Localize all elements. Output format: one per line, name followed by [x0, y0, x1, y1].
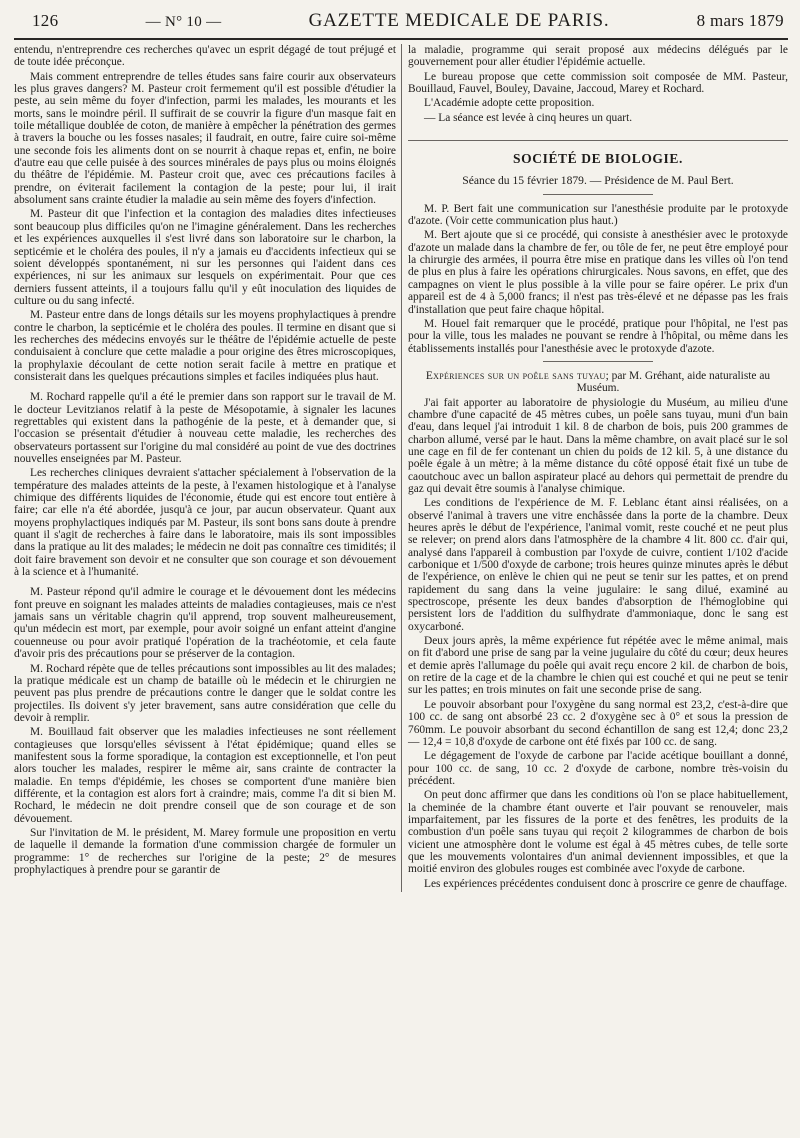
session-line: Séance du 15 février 1879. — Présidence de M. Paul Bert. [462, 174, 734, 188]
paragraph: M. P. Bert fait une communication sur l'anesthésie produite par le protoxyde d'azote. (Voir cette communication plus haut.) [408, 202, 788, 228]
paragraph: M. Pasteur entre dans de longs détails sur les moyens prophylactiques à prendre contre le charbon, la septicémie et le choléra des poules. Il termine en disant que si les recherches des médecins envoyés sur le théâtre de l'épidémie actuelle de peste conduisaient à conclure que cette maladie a pour origine des êtres microscopiques, la prophylaxie découlant de cette notion serait facile à mettre en pratique et consisterait dans les quelques précautions simples et faciles indiquées plus haut. [14, 309, 396, 383]
paragraph: Le bureau propose que cette commission soit composée de MM. Pasteur, Bouillaud, Fauvel, Bouley, Davaine, Jaccoud, Marey et Rochard. [408, 70, 788, 96]
paragraph: M. Bouillaud fait observer que les maladies infectieuses ne sont réellement contagieuses que lorsqu'elles sévissent à l'état épidémique; quand elles se manifestent sous la forme sporadique, la contagion est exceptionnelle, et l'on peut alors toucher les malades, respirer le même air, sans crainte de contracter la maladie. En temps d'épidémie, les choses se comportent d'une manière bien différente, et la contagion est alors fort à craindre; mais, comme l'a dit si bien M. Rochard, le médecin ne doit prendre conseil que de son courage et de son dévouement. [14, 726, 396, 825]
paragraph: Mais comment entreprendre de telles études sans faire courir aux observateurs les plus graves dangers? M. Pasteur croit fermement qu'il est possible d'étudier la peste, au sein même du foyer d'infection, parmi les malades, les mourants et les morts, sans le moindre péril. Il suffirait de se couvrir la figure d'un masque fait en toile métallique doublée de coton, de manière à empêcher la pénétration des germes à travers la bouche ou les fosses nasales; il faudrait, en outre, faire cuire soi-même une seconde fois les aliments dont on se nourrit à chaque repas et, enfin, ne boire d'autre eau que celle puisée à des sources minérales de pays plus ou moins éloignés du théâtre de l'épidémie. M. Pasteur croit que, avec ces précautions faciles à prendre, on éviterait facilement la contagion de la peste; pour lui, il irait absolument sans crainte étudier la maladie au sein même des foyers d'infection. [14, 70, 396, 207]
paragraph: entendu, n'entreprendre ces recherches qu'avec un esprit dégagé de tout préjugé et de toute idée préconçue. [14, 44, 396, 69]
article-title-rest: ; par M. Gréhant, aide naturaliste au Muséum. [576, 369, 771, 395]
journal-title: GAZETTE MEDICALE DE PARIS. [308, 10, 610, 31]
text-columns [14, 44, 788, 892]
paragraph: M. Rochard rappelle qu'il a été le premier dans son rapport sur le travail de M. le docteur Levitzianos relatif à la peste de Mésopotamie, à signaler les lacunes regrettables qui existent dans la pathogénie de la peste, et à demander que, si l'occasion se présentait d'étudier à nouveau cette maladie, les recherches des observateurs portassent sur l'origine du mal considéré au point de vue des doctrines nouvelles enseignées par M. Pasteur. [14, 391, 396, 465]
paragraph: Les expériences précédentes conduisent donc à proscrire ce genre de chauffage. [424, 877, 788, 890]
left-column [14, 44, 402, 892]
paragraph: L'Académie adopte cette proposition. [424, 97, 595, 110]
section-title: SOCIÉTÉ DE BIOLOGIE. [408, 140, 788, 165]
paragraph: M. Rochard répète que de telles précautions sont impossibles au lit des malades; la pratique médicale est un champ de bataille où le médecin et le chirurgien ne peuvent pas plus prendre de précautions contre le danger que le soldat contre les projectiles. Ils doivent s'y jeter bravement, sans autre considération que celle du devoir à remplir. [14, 662, 396, 724]
paragraph: Le dégagement de l'oxyde de carbone par l'acide acétique bouillant a donné, pour 100 cc. de sang, 10 cc. 2 d'oxyde de carbone, nombre très-voisin du précédent. [408, 750, 788, 787]
paragraph: Deux jours après, la même expérience fut répétée avec le même animal, mais on fit d'abord une prise de sang par la veine jugulaire du côté du cœur; deux heures et demie après l'allumage du poêle qui avait reçu encore 2 kil. de charbon de bois, on retire de la cage et de la chambre le chien qui est couché et qui ne peut se tenir sur les pattes; en trois minutes on fait une seconde prise de sang. [408, 635, 788, 697]
right-column [408, 44, 788, 892]
paragraph: J'ai fait apporter au laboratoire de physiologie du Muséum, au milieu d'une chambre d'une capacité de 45 mètres cubes, un poêle sans tuyau, muni d'un bain d'eau, dans lequel j'ai introduit 1 kil. 8 de charbon de bois, puis 200 grammes de charbon allumé, versé par le haut. Dans la même chambre, on avait placé sur le sol une cage en fil de fer contenant un chien du poids de 12 kil. 5, à une distance du poêle égale à un mètre; à la même distance du côté opposé était fixé un tube de caoutchouc avec un ballon aspirateur placé au dehors qui permettait de prendre du gaz qui devait être soumis à l'analyse chimique. [408, 396, 788, 495]
paragraph: On peut donc affirmer que dans les conditions où l'on se place habituellement, la cheminée de la chambre étant ouverte et l'air pouvant se renouveler, mais imparfaitement, par les fissures de la porte et des fenêtres, les produits de la combustion d'un poêle sans tuyau qui reçoit 2 kilogrammes de charbon de bois vicient une atmosphère dont le volume est égal à 45 mètres cubes, de telle sorte que les mouvements volontaires d'un animal deviennent impossibles, et que la moitié environ des globules rouges est combinée avec l'oxyde de carbone. [408, 789, 788, 876]
article-title-caps: Expériences sur un poêle sans tuyau [425, 369, 606, 382]
divider [543, 194, 653, 195]
paragraph: M. Bert ajoute que si ce procédé, qui consiste à anesthésier avec le protoxyde d'azote un malade dans la chambre de fer, ou tôle de fer, ne peut être employé pour la chirurgie des armées, il pourra être mise en pratique dans les villes où l'on tend de plus en plus à faire les opérations chirurgicales. Nous savons, en effet, que des campagnes on vient le plus possible à la ville pour se faire opérer. Le prix d'un appareil est de 4 à 5,000 francs; il n'est pas très-élevé et ne dépasse pas les frais d'installation que peut faire chaque hôpital. [408, 229, 788, 316]
paragraph: la maladie, programme qui serait proposé aux médecins délégués par le gouvernement pour aller étudier l'épidémie actuelle. [408, 44, 788, 69]
paragraph: Sur l'invitation de M. le président, M. Marey formule une proposition en vertu de laquelle il demande la formation d'une commission chargée de formuler un programme: 1° de recherches sur l'origine de la peste; 2° de mesures prophylactiques à prendre pour se garantir de [14, 826, 396, 876]
paragraph: M. Pasteur répond qu'il admire le courage et le dévouement dont les médecins font preuve en soignant les malades atteints de maladies contagieuses, mais ce n'est jamais sans un véritable chagrin qu'il apprend, trop souvent malheureusement, qu'un médecin est mort, par exemple, pour avoir soigné un enfant atteint d'angine couenneuse ou pour avoir pratiqué l'opération de la trachéotomie, et cela faute d'avoir pris des précautions pour se préserver de la contagion. [14, 586, 396, 661]
paragraph: Les recherches cliniques devraient s'attacher spécialement à l'observation de la température des malades atteints de la peste, à l'examen histologique et à l'analyse chimique des différents liquides de l'économie, étude qui est encore tout entière à faire; car elle n'a été abordée, jusqu'à ce jour, par aucun observateur. Quant aux moyens prophylactiques indiqués par M. Pasteur, ils sont bons sans doute à prendre quant il s'agit de recherches à faire dans le laboratoire, mais ils sont impossibles dans la pratique au lit des malades; le médecin ne doit pas connaître ces timidités; il doit faire bravement son devoir et ne consulter que son courage et son dévouement à la science et à l'humanité. [14, 467, 396, 579]
article-title [408, 370, 788, 395]
paragraph: M. Houel fait remarquer que le procédé, pratique pour l'hôpital, ne l'est pas pour la ville, tous les malades ne pouvant se rendre à l'hôpital, ou même dans les établissements installés pour l'anesthésie avec le protoxyde d'azote. [408, 317, 788, 355]
paragraph: Le pouvoir absorbant pour l'oxygène du sang normal est 23,2, c'est-à-dire que 100 cc. de sang ont absorbé 23 cc. 2 d'oxygène sec à 0° et sous la pression de 760mm. Le pouvoir absorbant du second échantillon de sang est 12,4; donc 23,2 — 12,4 = 10,8 d'oxyde de carbone ont été fixés par 100 cc. de sang. [408, 698, 788, 748]
issue-date: 8 mars 1879 [696, 11, 784, 30]
paragraph: M. Pasteur dit que l'infection et la contagion des maladies dites infectieuses sont beaucoup plus difficiles qu'on ne l'imagine généralement. Dans les recherches et les expériences auxquelles il s'est livré dans son laboratoire sur le charbon, la septicémie et le choléra des poules, il n'y a jamais eu d'accidents infectieux qui se soient développés spontanément, ni sur les personnes qui l'aident dans ces expériences, ni sur les animaux sur lesquels on expérimentait. Pour que ces derniers fussent atteints, il a toujours fallu qu'il y eût inoculation des liquides de culture ou du sang infecté. [14, 208, 396, 307]
page-number: 126 [32, 11, 59, 30]
issue-number: — N° 10 — [145, 14, 222, 30]
page-header [14, 10, 788, 40]
paragraph: — La séance est levée à cinq heures un quart. [424, 111, 633, 124]
paragraph: Les conditions de l'expérience de M. F. Leblanc étant ainsi réalisées, on a observé l'animal à travers une vitre enchâssée dans la porte de la chambre. Deux heures après le début de l'expérience, l'animal vomit, reste couché et ne peut plus se relever; on prend alors dans l'atmosphère de la chambre 4 lit. 800 cc. d'air qui, analysé dans l'appareil à combustion par l'oxyde de cuivre, contient 1/102 d'acide carbonique et 1/500 d'oxyde de carbone; trois heures quinze minutes après le début de l'expérience, on enlève le chien qui ne peut se tenir sur les pattes, et on prend rapidement du sang dans la veine jugulaire: le sang dilué, examiné au spectroscope, présente les deux bandes d'absorption de l'hémoglobine qui persistent lors de l'addition du sulfhydrate d'ammoniaque, donc le sang est oxycarboné. [408, 497, 788, 633]
divider [543, 361, 653, 362]
